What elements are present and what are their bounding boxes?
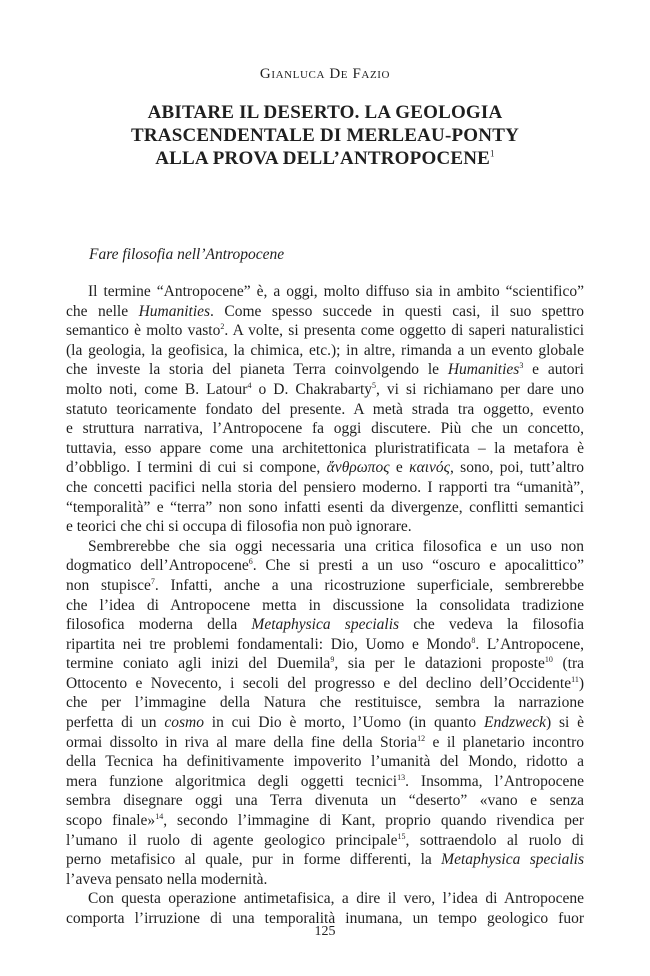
body-text <box>66 282 584 929</box>
page-number: 125 <box>314 924 336 939</box>
footnote-ref[interactable]: 7 <box>150 576 155 586</box>
footnote-ref[interactable]: 14 <box>155 811 164 821</box>
text-line: della Tecnica ha definitivamente impoverito l’umanità del Mondo, ridotto a <box>66 753 584 771</box>
text-line: semantico è molto vasto$^2$. A volte, si presenta come oggetto di saperi naturalistici <box>66 322 585 340</box>
footnote-ref[interactable]: 9 <box>330 655 335 665</box>
text-line: dogmatico dell’Antropocene$^6$. Che si presti a un uso “oscuro e apocalittico” <box>66 557 584 575</box>
text-line: e teorici che chi si occupa di filosofia non può ignorare. <box>66 518 412 536</box>
footnote-ref[interactable]: 1 <box>490 148 495 159</box>
text-line: molto noti, come B. Latour$^4$ o D. Chakrabarty$^5$, vi si richiamano per dare uno <box>66 380 584 398</box>
footnote-ref[interactable]: 6 <box>248 557 253 567</box>
footnote-ref[interactable]: 11 <box>571 674 579 684</box>
title-line: ALLA PROVA DELL’ANTROPOCENE$^1$ <box>155 148 495 169</box>
footnote-ref[interactable]: 13 <box>397 772 406 782</box>
text-line: ripartita nei tre problemi fondamentali: Dio, Uomo e Mondo$^8$. L’Antropocene, <box>66 635 584 653</box>
text-line: sembra disegnare oggi una Terra divenuta un “deserto” «vano e senza <box>66 792 584 810</box>
text-line: che nelle Humanities. Come spesso succede in questi casi, il suo spettro <box>66 302 584 320</box>
footnote-ref[interactable]: 10 <box>544 655 553 665</box>
text-line: comporta l’irruzione di una temporalità inumana, un tempo geologico fuor <box>66 910 584 927</box>
text-line: non stupisce$^7$. Infatti, anche a una ricostruzione superficiale, sembrerebbe <box>66 576 584 594</box>
text-line: “temporalità” e “terra” non sono infatti esenti da divergenze, conflitti semantici <box>66 498 584 516</box>
footnote-ref[interactable]: 2 <box>220 322 225 332</box>
section-heading: Fare filosofia nell’Antropocene <box>89 246 285 263</box>
text-line: e struttura narrativa, l’Antropocene fa oggi discutere. Più che un concetto, <box>66 420 584 438</box>
footnote-ref[interactable]: 15 <box>397 831 406 841</box>
text-line: mera funzione algoritmica degli oggetti tecnici$^{13}$. Insomma, l’Antropocene <box>66 772 584 790</box>
title-line: TRASCENDENTALE DI MERLEAU-PONTY <box>131 125 519 146</box>
footnote-ref[interactable]: 4 <box>247 380 252 390</box>
text-line: d’obbligo. I termini di cui si compone, ἄνθρωπος e καινός, sono, poi, tutt’altro <box>66 459 584 477</box>
text-line: che per l’immagine della Natura che restituisce, sembra la narrazione <box>66 694 584 712</box>
running-head-author: Gianluca De Fazio <box>259 66 391 82</box>
text-line: (la geologia, la geofisica, la chimica, etc.); in altre, rimanda a un evento globale <box>66 341 584 359</box>
text-line: che l’idea di Antropocene metta in discussione la consolidata tradizione <box>66 596 584 614</box>
text-line: perno metafisico al quale, pur in forme differenti, la Metaphysica specialis <box>66 851 584 869</box>
text-line: filosofica moderna della Metaphysica specialis che vedeva la filosofia <box>66 616 584 634</box>
text-line: ormai dissolto in riva al mare della fine della Storia$^{12}$ e il planetario incontro <box>66 733 584 751</box>
text-line: Con questa operazione antimetafisica, a dire il vero, l’idea di Antropocene <box>88 890 584 908</box>
title-line: ABITARE IL DESERTO. LA GEOLOGIA <box>147 102 503 123</box>
text-line: scopo finale»$^{14}$, secondo l’immagine di Kant, proprio quando rivendica per <box>66 811 584 830</box>
footnote-ref[interactable]: 12 <box>417 733 426 743</box>
text-line: tuttavia, esso appare come una architettonica pluristratificata – la metafora è <box>66 439 584 457</box>
footnote-ref[interactable]: 5 <box>372 380 377 390</box>
text-line: perfetta di un cosmo in cui Dio è morto, l’Uomo (in quanto Endzweck) si è <box>66 714 584 732</box>
text-line: l’umano il ruolo di agente geologico principale$^{15}$, sottraendolo al ruolo di <box>66 831 584 849</box>
footnote-ref[interactable]: 3 <box>519 361 524 371</box>
text-line: Il termine “Antropocene” è, a oggi, molto diffuso sia in ambito “scientifico” <box>88 283 584 300</box>
text-line: termine coniato agli inizi del Duemila$^9$, sia per le datazioni proposte$^{10}$ (tra <box>66 655 585 673</box>
footnote-ref[interactable]: 8 <box>471 635 476 645</box>
text-line: statuto teoricamente fondato del presente. A metà strada tra oggetto, evento <box>66 400 584 418</box>
text-line: l’aveva pensato nella modernità. <box>66 870 268 888</box>
text-line: Ottocento e Novecento, i secoli del progresso e del declino dell’Occidente$^{11}$) <box>66 674 584 692</box>
chapter-title <box>0 101 650 170</box>
text-line: che investe la storia del pianeta Terra coinvolgendo le Humanities$^3$ e autori <box>66 361 584 379</box>
text-line: Sembrerebbe che sia oggi necessaria una critica filosofica e un uso non <box>88 537 584 555</box>
text-line: che concetti pacifici nella storia del pensiero moderno. I rapporti tra “umanità”, <box>66 478 584 496</box>
